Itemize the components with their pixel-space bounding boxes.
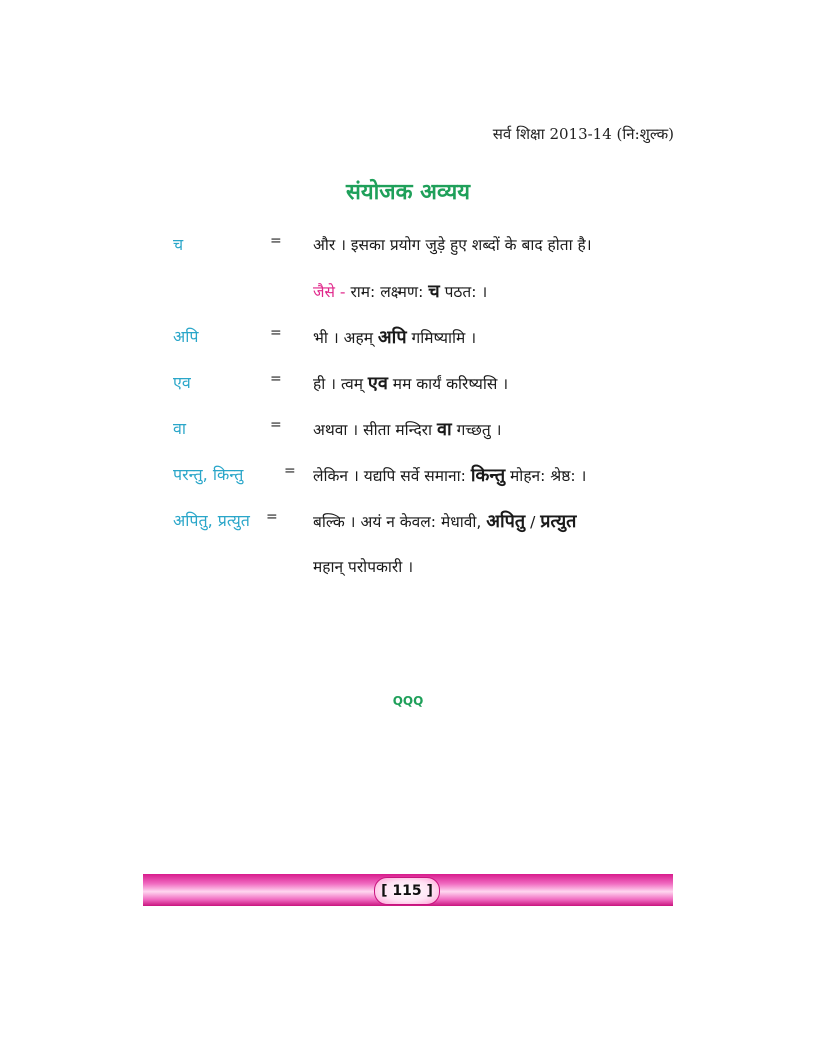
definition-text-end: मम कार्यं करिष्यसि । <box>387 375 509 393</box>
row-apitu <box>0 509 816 539</box>
keyword: एव <box>367 373 388 394</box>
row-example <box>0 279 816 309</box>
row-parantu <box>0 463 816 493</box>
definition <box>313 371 508 395</box>
equals-sign: = <box>284 463 296 479</box>
equals-sign: = <box>270 325 282 341</box>
end-mark: QQQ <box>392 694 424 708</box>
definition <box>313 555 413 577</box>
example-text: राम: लक्ष्मण: <box>350 283 429 301</box>
definition-text-end: गच्छतु । <box>451 421 502 439</box>
term-eva: एव <box>173 373 191 392</box>
example <box>313 279 487 303</box>
keyword: किन्तु <box>470 465 506 486</box>
definition <box>313 417 502 441</box>
definition <box>313 233 592 255</box>
definition <box>313 509 576 533</box>
row-continuation <box>0 555 816 585</box>
example-text-end: पठत: । <box>439 283 488 301</box>
keyword: वा <box>436 419 452 440</box>
equals-sign: = <box>270 371 282 387</box>
row-api <box>0 325 816 355</box>
definition-text-end: मोहन: श्रेष्ठ: । <box>505 467 587 485</box>
example-label: जैसे - <box>313 283 351 301</box>
equals-sign: = <box>270 417 282 433</box>
row-ch <box>0 233 816 263</box>
example-keyword: च <box>428 281 440 302</box>
keyword: प्रत्युत <box>540 511 577 532</box>
row-eva <box>0 371 816 401</box>
header-text: सर्व शिक्षा 2013-14 (नि:शुल्क) <box>492 125 674 143</box>
definition-text: भी । अहम् <box>313 329 378 347</box>
definition <box>313 463 586 487</box>
separator: / <box>525 513 541 531</box>
page-title: संयोजक अव्यय <box>345 180 471 205</box>
definition-text: लेकिन । यद्यपि सर्वे समाना: <box>313 467 471 485</box>
term-ch: च <box>173 235 184 254</box>
definition <box>313 325 476 349</box>
row-va <box>0 417 816 447</box>
definition-text: ही । त्वम् <box>313 375 368 393</box>
keyword: अपि <box>377 327 407 348</box>
term-parantu: परन्तु, किन्तु <box>173 465 244 484</box>
equals-sign: = <box>266 509 278 525</box>
definition-text: महान् परोपकारी । <box>313 558 414 576</box>
page-number: [ 115 ] <box>374 877 440 905</box>
keyword: अपितु <box>486 511 526 532</box>
term-api: अपि <box>173 327 199 346</box>
definition-text: बल्कि । अयं न केवल: मेधावी, <box>313 513 487 531</box>
term-va: वा <box>173 419 187 438</box>
definition-text: और । इसका प्रयोग जुड़े हुए शब्दों के बाद होता है। <box>313 236 592 254</box>
term-apitu: अपितु, प्रत्युत <box>173 511 250 530</box>
equals-sign: = <box>270 233 282 249</box>
definition-text: अथवा । सीता मन्दिरा <box>313 421 437 439</box>
definition-text-end: गमिष्यामि । <box>406 329 477 347</box>
